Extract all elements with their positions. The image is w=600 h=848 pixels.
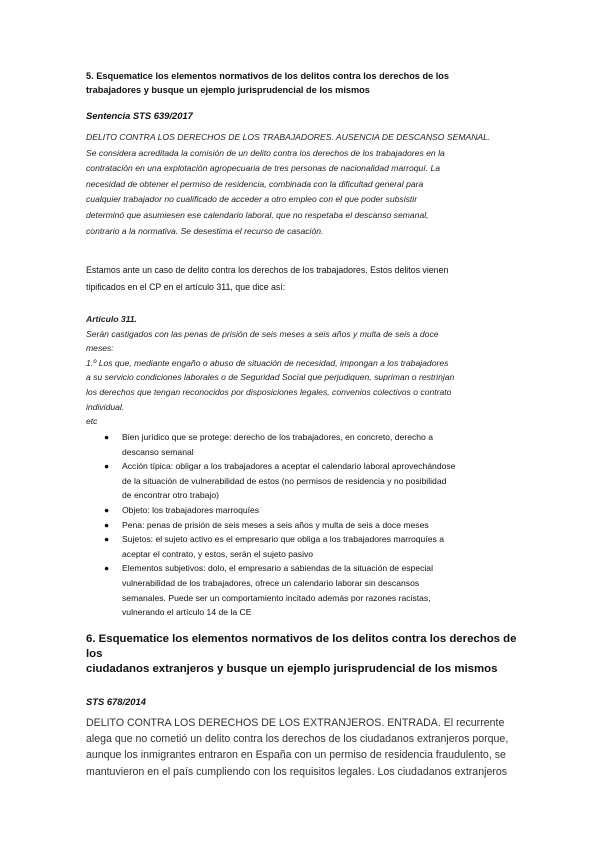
- article-line: 1.º Los que, mediante engaño o abuso de situación de necesidad, impongan a los trabajadores: [86, 357, 449, 368]
- case-summary-line: contrario a la normativa. Se desestima el recurso de casación.: [86, 225, 324, 236]
- article-title: Artículo 311.: [86, 314, 137, 324]
- case-reference-6: STS 678/2014: [86, 696, 146, 707]
- case-summary-6: [86, 715, 526, 780]
- list-item-line: vulnerando el artículo 14 de la CE: [122, 607, 252, 618]
- intro-line: tipificados en el CP en el artículo 311, que dice así:: [86, 282, 286, 292]
- case-summary-line: alega que no cometió un delito contra los derechos de los ciudadanos extranjeros porque,: [86, 733, 509, 746]
- case-summary-line: Se considera acreditada la comisión de un delito contra los derechos de los trabajadores en la: [86, 147, 445, 158]
- article-line: los derechos que tengan reconocidos por disposiciones legales, convenios colectivos o contrato: [86, 386, 452, 397]
- case-summary-line: mantuvieron en el país cumpliendo con los requisitos legales. Los ciudadanos extranjeros: [86, 765, 508, 778]
- list-item-line: Objeto: los trabajadores marroquíes: [122, 504, 260, 515]
- case-summary-5: [86, 130, 522, 239]
- list-item-line: de encontrar otro trabajo): [122, 490, 219, 501]
- section-6-heading-line: ciudadanos extranjeros y busque un ejemplo jurisprudencial de los mismos: [86, 663, 498, 675]
- case-summary-line: necesidad de obtener el permiso de residencia, combinada con la dificultad general para: [86, 178, 424, 189]
- intro-paragraph: [86, 262, 522, 296]
- case-summary-line: DELITO CONTRA LOS DERECHOS DE LOS EXTRANJEROS. ENTRADA. El recurrente: [86, 717, 505, 729]
- section-6-heading-line: 6. Esquematice los elementos normativos de los delitos contra los derechos de: [86, 633, 517, 645]
- list-item-line: aceptar el contrato, y estos, serán el sujeto pasivo: [122, 548, 314, 559]
- case-summary-line: contratación en una explotación agropecuaria de tres personas de nacionalidad marroquí. La: [86, 163, 441, 174]
- list-item-line: Pena: penas de prisión de seis meses a seis años y multa de seis a doce meses: [122, 519, 429, 530]
- bullet-icon: ●: [104, 534, 110, 545]
- section-5-heading: [86, 70, 522, 97]
- list-item-line: Elementos subjetivos: dolo, el empresario a sabiendas de la situación de especial: [122, 563, 433, 574]
- list-item-line: Acción típica: obligar a los trabajadores a aceptar el calendario laboral aprovechándose: [122, 461, 456, 472]
- case-summary-line: aunque los inmigrantes entraron en España con un permiso de residencia fraudulento, se: [86, 749, 506, 762]
- article-line: a su servicio condiciones laborales o de Seguridad Social que perjudiquen, supriman o restrinjan: [86, 372, 455, 383]
- list-item: [86, 532, 526, 561]
- list-item-line: Bien jurídico que se protege: derecho de los trabajadores, en concreto, derecho a: [122, 432, 434, 442]
- bullet-icon: ●: [104, 461, 110, 472]
- case-summary-line: DELITO CONTRA LOS DERECHOS DE LOS TRABAJADORES. AUSENCIA DE DESCANSO SEMANAL.: [86, 132, 491, 142]
- article-line: etc: [86, 416, 98, 427]
- section-6-heading: [86, 632, 522, 677]
- article-line: individual.: [86, 401, 125, 412]
- bullet-icon: ●: [104, 504, 110, 515]
- list-item: [86, 459, 526, 503]
- list-item-line: semanales. Puede ser un comportamiento incitado además por razones racistas,: [122, 592, 431, 603]
- bullet-icon: ●: [104, 432, 110, 442]
- list-item-line: de la situación de vulnerabilidad de estos (no permisos de residencia y no posibilidad: [122, 475, 447, 486]
- section-5-heading-line: trabajadores y busque un ejemplo jurisprudencial de los mismos: [86, 84, 370, 95]
- list-item: [86, 518, 526, 533]
- bullet-icon: ●: [104, 563, 110, 574]
- case-reference-5: Sentencia STS 639/2017: [86, 110, 193, 121]
- case-summary-line: determinó que asumiesen ese calendario laboral, que no respetaba el descanso semanal,: [86, 209, 429, 220]
- case-summary-line: cualquier trabajador no cualificado de acceder a otro empleo con el que poder subsistir: [86, 194, 418, 205]
- article-line: meses:: [86, 343, 114, 354]
- list-item: [86, 561, 526, 619]
- elements-list: [86, 430, 526, 620]
- list-item-line: Sujetos: el sujeto activo es el empresario que obliga a los trabajadores marroquíes a: [122, 534, 444, 545]
- list-item: [86, 503, 526, 518]
- intro-line: Estamos ante un caso de delito contra los derechos de los trabajadores. Estos delitos vienen: [86, 265, 449, 275]
- section-5-heading-line: 5. Esquematice los elementos normativos de los delitos contra los derechos de los: [86, 71, 450, 81]
- article-line: Serán castigados con las penas de prisión de seis meses a seis años y multa de seis a doce: [86, 328, 439, 339]
- list-item: [86, 430, 526, 459]
- article-311-quote: [86, 312, 522, 429]
- list-item-line: vulnerabilidad de los trabajadores, ofrece un calendario laborar sin descansos: [122, 577, 420, 588]
- bullet-icon: ●: [104, 519, 110, 530]
- list-item-line: descanso semanal: [122, 446, 194, 457]
- section-6-heading-line: los: [86, 648, 103, 660]
